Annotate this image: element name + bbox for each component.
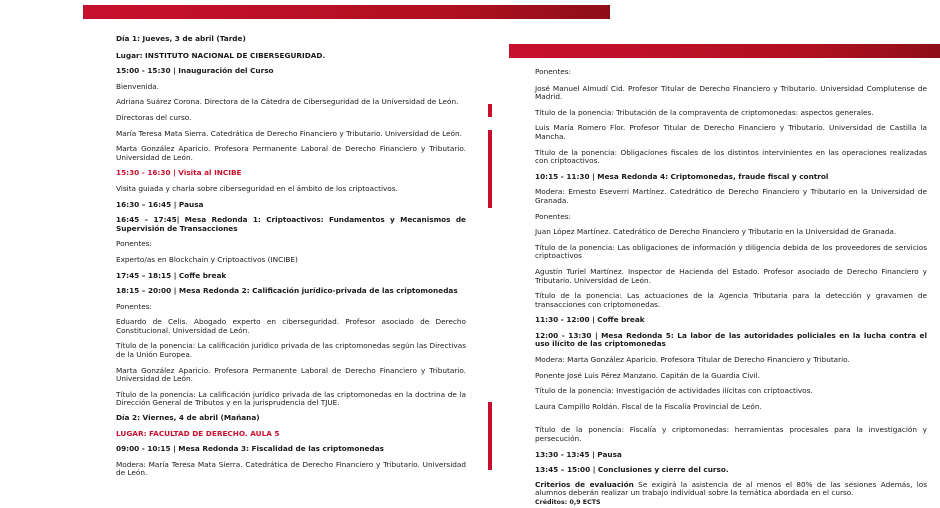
left-entry: Lugar: INSTITUTO NACIONAL DE CIBERSEGURIDAD.	[116, 50, 326, 60]
left-entry: Eduardo de Celis. Abogado experto en ciberseguridad. Profesor asociado de Derecho Constitucional. Universidad de León.	[116, 317, 466, 335]
left-entry: 15:00 - 15:30 | Inauguración del Curso	[116, 66, 274, 76]
right-entry: 10:15 - 11:30 | Mesa Redonda 4: Criptomonedas, fraude fiscal y control	[535, 171, 829, 181]
header-bar-left	[83, 5, 610, 19]
right-entry: Título de la ponencia: Investigación de actividades ilícitas con criptoactivos.	[535, 386, 813, 396]
evaluation-criteria-label: Criterios de evaluación	[535, 479, 634, 489]
left-entry: Marta González Aparicio. Profesora Permanente Laboral de Derecho Financiero y Tributario. Universidad de León.	[116, 144, 466, 162]
left-entry: 16:30 – 16:45 | Pausa	[116, 199, 204, 209]
program-left-column	[116, 35, 466, 478]
right-entry: Modera: Ernesto Eseverri Martínez. Catedrático de Derecho Financiero y Tributario en la Universidad de Granada.	[535, 187, 927, 205]
left-entry: LUGAR: FACULTAD DE DERECHO. AULA 5	[116, 428, 280, 438]
left-entry: 15:30 - 16:30 | Visita al INCIBE	[116, 168, 242, 178]
right-entry: Modera: Marta González Aparicio. Profesora Titular de Derecho Financiero y Tributario.	[535, 355, 850, 365]
right-entry: Ponentes:	[535, 67, 571, 76]
right-entry: José Manuel Almudí Cid. Profesor Titular de Derecho Financiero y Tributario. Universidad Complutense de Madrid.	[535, 83, 927, 102]
left-entry: Ponentes:	[116, 239, 152, 249]
right-entry: Título de la ponencia: Fiscalía y criptomonedas: herramientas procesales para la investigación y persecución.	[535, 425, 927, 444]
header-bar-right	[509, 44, 940, 58]
left-entry: Día 2: Viernes, 4 de abril (Mañana)	[116, 413, 260, 423]
program-right-column	[535, 68, 927, 508]
right-entry: Título de la ponencia: Las obligaciones de información y diligencia debida de los proveedores de servicios criptoactivos	[535, 242, 927, 261]
left-entry: Marta González Aparicio. Profesora Permanente Laboral de Derecho Financiero y Tributario. Universidad de León.	[116, 365, 466, 384]
left-entry: Día 1: Jueves, 3 de abril (Tarde)	[116, 34, 246, 43]
right-entry: Luis María Romero Flor. Profesor Titular de Derecho Financiero y Tributario. Universidad de Castilla la Mancha.	[535, 123, 927, 141]
left-entry: 16:45 – 17:45| Mesa Redonda 1: Criptoactivos: Fundamentos y Mecanismos de Supervisión de Transacciones	[116, 215, 466, 233]
left-entry: 17:45 – 18:15 | Coffe break	[116, 270, 227, 280]
left-entry: Experto/as en Blockchain y Criptoactivos (INCIBE)	[116, 254, 298, 264]
left-entry: 09:00 - 10:15 | Mesa Redonda 3: Fiscalidad de las criptomonedas	[116, 444, 384, 454]
left-entry: María Teresa Mata Sierra. Catedrática de Derecho Financiero y Tributario. Universidad de León.	[116, 128, 462, 138]
right-entry: 11:30 - 12:00 | Coffe break	[535, 315, 645, 325]
divider-mark-2	[488, 130, 492, 208]
left-entry: Directoras del curso.	[116, 112, 192, 122]
divider-mark-1	[488, 104, 492, 117]
right-entry: 13:45 – 15:00 | Conclusiones y cierre del curso.	[535, 465, 729, 475]
credits: Créditos: 0,9 ECTS	[535, 499, 601, 506]
right-entry: 12:00 - 13:30 | Mesa Redonda 5: La labor de las autoridades policiales en la lucha contra el uso ilícito de las criptomonedas	[535, 330, 927, 349]
divider-mark-3	[488, 402, 492, 470]
left-entry: Ponentes:	[116, 301, 152, 311]
right-entry: Ponente José Luis Pérez Manzano. Capitán de la Guardia Civil.	[535, 370, 760, 380]
right-entry: Juan López Martínez. Catedrático de Derecho Financiero y Tributario en la Universidad de Granada.	[535, 227, 897, 237]
left-entry: Bienvenida.	[116, 81, 160, 91]
left-entry: Visita guiada y charla sobre ciberseguridad en el ámbito de los criptoactivos.	[116, 183, 398, 193]
right-entry: Título de la ponencia: Obligaciones fiscales de los distintos intervinientes en las operaciones realizadas con criptoactivos.	[535, 147, 927, 166]
right-entry: Laura Campillo Roldán. Fiscal de la Fiscalía Provincial de León.	[535, 401, 762, 411]
evaluation-criteria-text: Se exigirá la asistencia de al menos el 80% de las sesiones Además, los alumnos deberán realizar un trabajo individual sobre la temática abordada en el curso.	[535, 479, 927, 498]
right-entry: Ponentes:	[535, 211, 571, 221]
left-entry: 18:15 – 20:00 | Mesa Redonda 2: Calificación jurídico-privada de las criptomonedas	[116, 286, 458, 296]
right-entry: Título de la ponencia: Las actuaciones de la Agencia Tributaria para la detección y gravamen de transacciones con criptomonedas.	[535, 291, 927, 309]
left-entry: Título de la ponencia: La calificación jurídico privada de las criptomonedas en la doctrina de la Dirección General de Tributos y en la jurisprudencia del TJUE.	[116, 389, 466, 408]
left-entry: Adriana Suárez Corona. Directora de la Cátedra de Ciberseguridad de la Universidad de León.	[116, 97, 459, 107]
evaluation-criteria	[535, 481, 927, 498]
right-entry: Agustín Turiel Martínez. Inspector de Hacienda del Estado. Profesor asociado de Derecho Financiero y Tributario. Universidad de León.	[535, 266, 927, 285]
left-entry: Título de la ponencia: La calificación jurídico privada de las criptomonedas según las Directivas de la Unión Europea.	[116, 341, 466, 360]
left-entry: Modera: María Teresa Mata Sierra. Catedrática de Derecho Financiero y Tributario. Universidad de León.	[116, 459, 466, 478]
right-entry: Título de la ponencia: Tributación de la compraventa de criptomonedas: aspectos generales.	[535, 107, 874, 117]
right-entry: 13:30 - 13:45 | Pausa	[535, 449, 622, 459]
